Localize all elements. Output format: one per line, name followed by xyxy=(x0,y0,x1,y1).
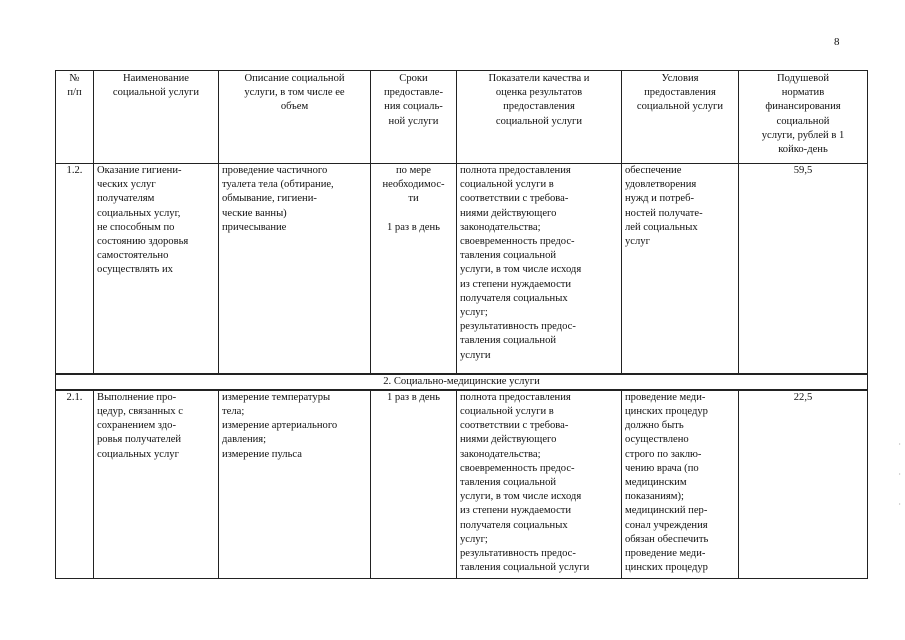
text-line: 1 раз в день xyxy=(386,391,441,403)
text-line: тавления социальной xyxy=(460,250,557,262)
text-line: соответствии с требова- xyxy=(460,420,569,432)
text-line: соответствии с требова- xyxy=(460,193,569,205)
header-quality xyxy=(457,71,622,164)
text-line: сохранением здо- xyxy=(97,420,177,432)
row-service-name xyxy=(94,390,219,579)
text-line xyxy=(374,207,453,221)
text-line: сонал учреждения xyxy=(625,519,708,531)
row-norm: 59,5 xyxy=(739,164,868,374)
table-row xyxy=(56,164,868,374)
row-quality xyxy=(457,390,622,579)
page-number: 8 xyxy=(834,36,840,48)
row-norm: 22,5 xyxy=(739,390,868,579)
text-line: цинских процедур xyxy=(625,405,708,417)
text-line: осуществлено xyxy=(625,434,689,446)
text-line: Выполнение про- xyxy=(97,391,177,403)
text-line: медицинский пер- xyxy=(625,505,708,517)
header-norm xyxy=(739,71,868,164)
header-description xyxy=(219,71,371,164)
text-line: нужд и потреб- xyxy=(625,193,695,205)
text-line: услуг; xyxy=(460,307,488,319)
text-line: своевременность предос- xyxy=(460,462,575,474)
text-line: тавления социальной xyxy=(460,476,557,488)
margin-marks: · · · xyxy=(898,440,901,509)
text-line: социальных услуг xyxy=(97,448,179,460)
header-terms xyxy=(371,71,457,164)
text-line: Условия xyxy=(661,73,699,84)
text-line: ческих услуг xyxy=(97,179,156,191)
table-row xyxy=(56,390,868,579)
text-line: измерение пульса xyxy=(222,448,302,460)
text-line: ния социаль- xyxy=(384,101,443,113)
section-title: 2. Социально-медицинские услуги xyxy=(56,374,868,390)
text-line: предоставления xyxy=(503,101,575,113)
row-quality xyxy=(457,164,622,374)
text-line: услуги, в том числе исходя xyxy=(460,264,582,276)
text-line: обязан обеспечить xyxy=(625,533,709,545)
text-line: получателя социальных xyxy=(460,292,568,304)
text-line: полнота предоставления xyxy=(460,165,571,176)
section-row xyxy=(56,374,868,390)
text-line: 1 раз в день xyxy=(386,221,441,233)
row-terms xyxy=(371,164,457,374)
row-description xyxy=(219,390,371,579)
text-line: получателям xyxy=(97,193,155,205)
text-line: социальной услуги в xyxy=(460,405,554,417)
header-conditions xyxy=(622,71,739,164)
text-line: давления; xyxy=(222,434,267,446)
text-line: Наименование xyxy=(123,73,189,84)
text-line: тавления социальной услуги xyxy=(460,562,590,574)
text-line: получателя социальных xyxy=(460,519,568,531)
text-line: законодательства; xyxy=(460,221,541,233)
text-line: объем xyxy=(280,101,309,113)
text-line: Сроки xyxy=(399,73,428,84)
text-line: измерение артериального xyxy=(222,420,338,432)
text-line: проведение частичного xyxy=(222,165,328,176)
table-header-row xyxy=(56,71,868,164)
text-line: проведение меди- xyxy=(625,547,706,559)
row-description xyxy=(219,164,371,374)
row-service-name xyxy=(94,164,219,374)
text-line: должно быть xyxy=(625,420,684,432)
row-conditions xyxy=(622,390,739,579)
row-conditions xyxy=(622,164,739,374)
text-line: ниями действующего xyxy=(460,207,557,219)
text-line: социальной услуги в xyxy=(460,179,554,191)
text-line: обеспечение xyxy=(625,165,682,176)
text-line: социальной услуги xyxy=(495,115,583,127)
text-line: чению врача (по xyxy=(625,462,699,474)
row-number: 1.2. xyxy=(56,164,94,374)
text-line: цедур, связанных с xyxy=(97,405,183,417)
text-line: Показатели качества и xyxy=(488,73,590,84)
text-line: услуг xyxy=(625,236,650,248)
header-number xyxy=(56,71,94,164)
text-line: ностей получате- xyxy=(625,207,703,219)
text-line: социальных услуг, xyxy=(97,207,181,219)
text-line: из степени нуждаемости xyxy=(460,505,572,517)
text-line: ровья получателей xyxy=(97,434,182,446)
text-line: результативность предос- xyxy=(460,321,576,333)
text-line: тела; xyxy=(222,405,245,417)
text-line: п/п xyxy=(67,87,82,99)
header-service-name xyxy=(94,71,219,164)
text-line: осуществлять их xyxy=(97,264,173,276)
text-line: услуги, в том числе исходя xyxy=(460,491,582,503)
text-line: туалета тела (обтирание, xyxy=(222,179,334,191)
text-line: финансирования xyxy=(765,101,841,113)
text-line: лей социальных xyxy=(625,221,698,233)
text-line: предоставле- xyxy=(383,87,444,99)
text-line: услуги, рублей в 1 xyxy=(761,129,845,141)
text-line: цинских процедур xyxy=(625,562,708,574)
text-line: Подушевой xyxy=(776,73,830,84)
text-line: полнота предоставления xyxy=(460,391,571,403)
text-line: Оказание гигиени- xyxy=(97,165,182,176)
text-line: самостоятельно xyxy=(97,250,169,262)
text-line: результативность предос- xyxy=(460,547,576,559)
text-line: социальной услуги xyxy=(112,87,200,99)
row-number: 2.1. xyxy=(56,390,94,579)
text-line: услуги xyxy=(460,349,491,361)
text-line: не способным по xyxy=(97,221,175,233)
text-line: социальной услуги xyxy=(636,101,724,113)
text-line: показаниям); xyxy=(625,491,684,503)
text-line: по мере xyxy=(395,165,432,176)
text-line: услуги, в том числе ее xyxy=(244,87,345,99)
text-line: ниями действующего xyxy=(460,434,557,446)
text-line: норматив xyxy=(781,87,825,99)
row-terms xyxy=(371,390,457,579)
text-line: ческие ванны) xyxy=(222,207,287,219)
text-line: из степени нуждаемости xyxy=(460,278,572,290)
text-line: социальной xyxy=(776,115,830,127)
text-line: обмывание, гигиени- xyxy=(222,193,317,205)
text-line: состоянию здоровья xyxy=(97,236,189,248)
text-line: ной услуги xyxy=(388,115,439,127)
text-line: оценка результатов xyxy=(495,87,583,99)
text-line: койко-день xyxy=(778,144,828,156)
text-line: необходимос- xyxy=(382,179,445,191)
text-line: № xyxy=(69,73,80,84)
text-line: тавления социальной xyxy=(460,335,557,347)
text-line: предоставления xyxy=(644,87,716,99)
text-line: услуг; xyxy=(460,533,488,545)
text-line: проведение меди- xyxy=(625,391,706,403)
text-line: измерение температуры xyxy=(222,391,331,403)
text-line: причесывание xyxy=(222,221,287,233)
text-line: строго по заклю- xyxy=(625,448,702,460)
text-line: удовлетворения xyxy=(625,179,697,191)
text-line: законодательства; xyxy=(460,448,541,460)
text-line: медицинским xyxy=(625,476,687,488)
text-line: ти xyxy=(408,193,419,205)
text-line: Описание социальной xyxy=(244,73,345,84)
text-line: своевременность предос- xyxy=(460,236,575,248)
services-table xyxy=(55,70,868,579)
